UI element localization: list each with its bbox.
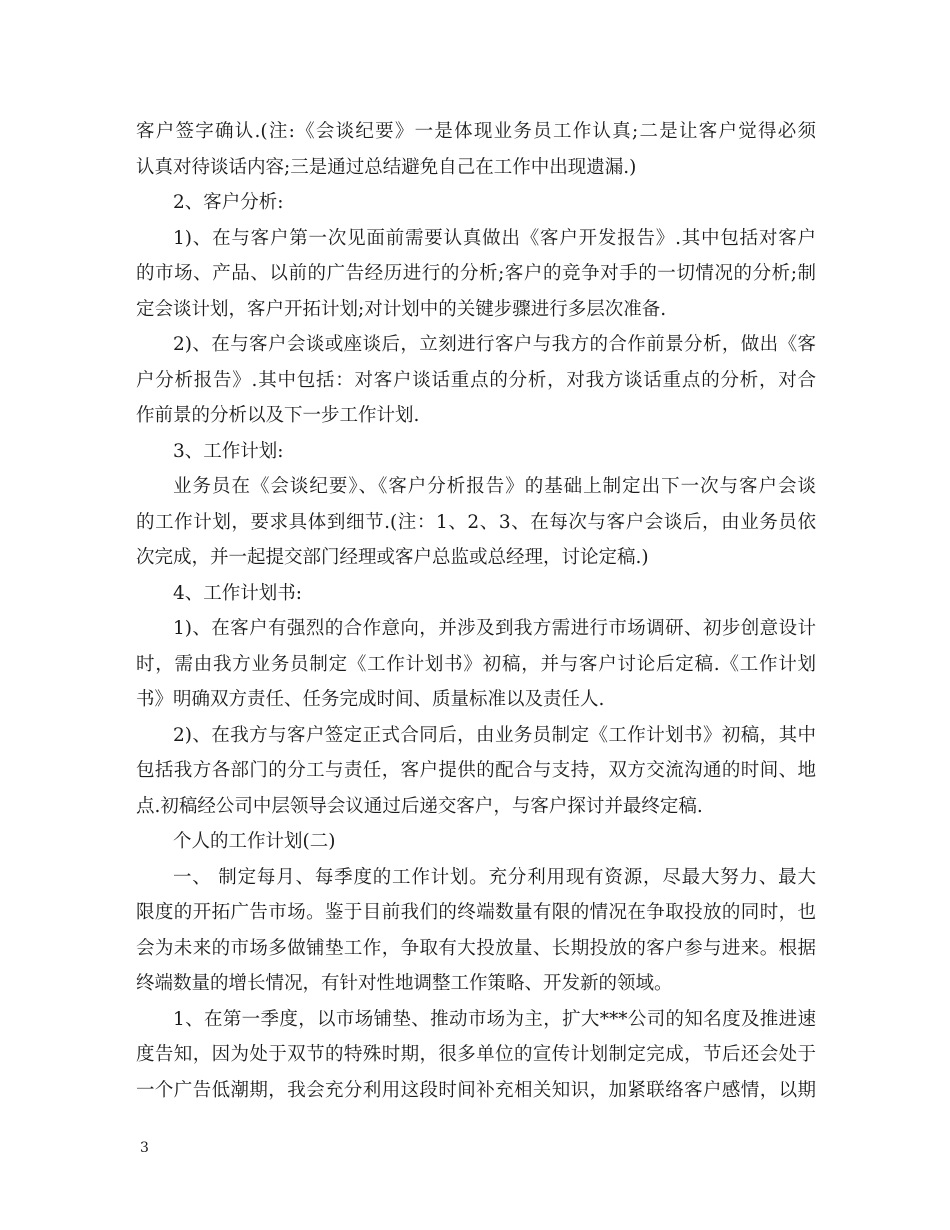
section-heading: 3、工作计划: — [173, 440, 284, 462]
page-number: 3 — [140, 1140, 149, 1156]
text-line: 一、 制定每月、每季度的工作计划。充分利用现有资源，尽最大努力、最大 — [173, 866, 816, 888]
text-line: 作前景的分析以及下一步工作计划. — [136, 405, 420, 426]
text-line: 限度的开拓广告市场。鉴于目前我们的终端数量有限的情况在争取投放的同时，也 — [136, 902, 816, 923]
text-line: 包括我方各部门的分工与责任，客户提供的配合与支持，双方交流沟通的时间、地 — [136, 760, 816, 781]
text-line: 一个广告低潮期，我会充分利用这段时间补充相关知识，加紧联络客户感情，以期 — [136, 1079, 816, 1101]
text-line: 终端数量的增长情况，有针对性地调整工作策略、开发新的领域。 — [136, 973, 673, 994]
section-heading: 个人的工作计划(二) — [173, 831, 336, 852]
text-line: 户分析报告》.其中包括：对客户谈话重点的分析，对我方谈话重点的分析，对合 — [136, 369, 816, 391]
section-heading: 4、工作计划书: — [173, 582, 303, 604]
section-heading: 2、客户分析: — [173, 192, 284, 213]
text-line: 1)、在客户有强烈的合作意向，并涉及到我方需进行市场调研、初步创意设计 — [173, 618, 816, 639]
document-body — [136, 114, 816, 1108]
text-line: 度告知，因为处于双节的特殊时期，很多单位的宣传计划制定完成，节后还会处于 — [136, 1044, 816, 1065]
text-line: 定会谈计划，客户开拓计划;对计划中的关键步骤进行多层次准备. — [136, 298, 667, 320]
text-line: 次完成，并一起提交部门经理或客户总监或总经理，讨论定稿.) — [136, 547, 649, 568]
text-line: 1、在第一季度，以市场铺垫、推动市场为主，扩大***公司的知名度及推进速 — [173, 1008, 816, 1030]
text-line: 点.初稿经公司中层领导会议通过后递交客户，与客户探讨并最终定稿. — [136, 795, 703, 817]
text-line: 1)、在与客户第一次见面前需要认真做出《客户开发报告》.其中包括对客户 — [173, 227, 816, 249]
text-line: 客户签字确认.(注:《会谈纪要》一是体现业务员工作认真;二是让客户觉得必须 — [136, 121, 816, 142]
text-line: 的工作计划，要求具体到细节.(注：1、2、3、在每次与客户会谈后，由业务员依 — [136, 511, 816, 533]
text-line: 2)、在我方与客户签定正式合同后，由业务员制定《工作计划书》初稿，其中 — [173, 724, 816, 746]
text-line: 认真对待谈话内容;三是通过总结避免自己在工作中出现遗漏.) — [136, 156, 637, 178]
text-line: 会为未来的市场多做铺垫工作，争取有大投放量、长期投放的客户参与进来。根据 — [136, 937, 816, 959]
text-line: 书》明确双方责任、任务完成时间、质量标准以及责任人. — [136, 689, 605, 710]
text-line: 时，需由我方业务员制定《工作计划书》初稿，并与客户讨论后定稿.《工作计划 — [136, 653, 816, 675]
text-line: 业务员在《会谈纪要》、《客户分析报告》的基础上制定出下一次与客户会谈 — [173, 476, 816, 497]
text-line: 的市场、产品、以前的广告经历进行的分析;客户的竞争对手的一切情况的分析;制 — [136, 263, 816, 284]
text-line: 2)、在与客户会谈或座谈后，立刻进行客户与我方的合作前景分析，做出《客 — [173, 334, 816, 355]
